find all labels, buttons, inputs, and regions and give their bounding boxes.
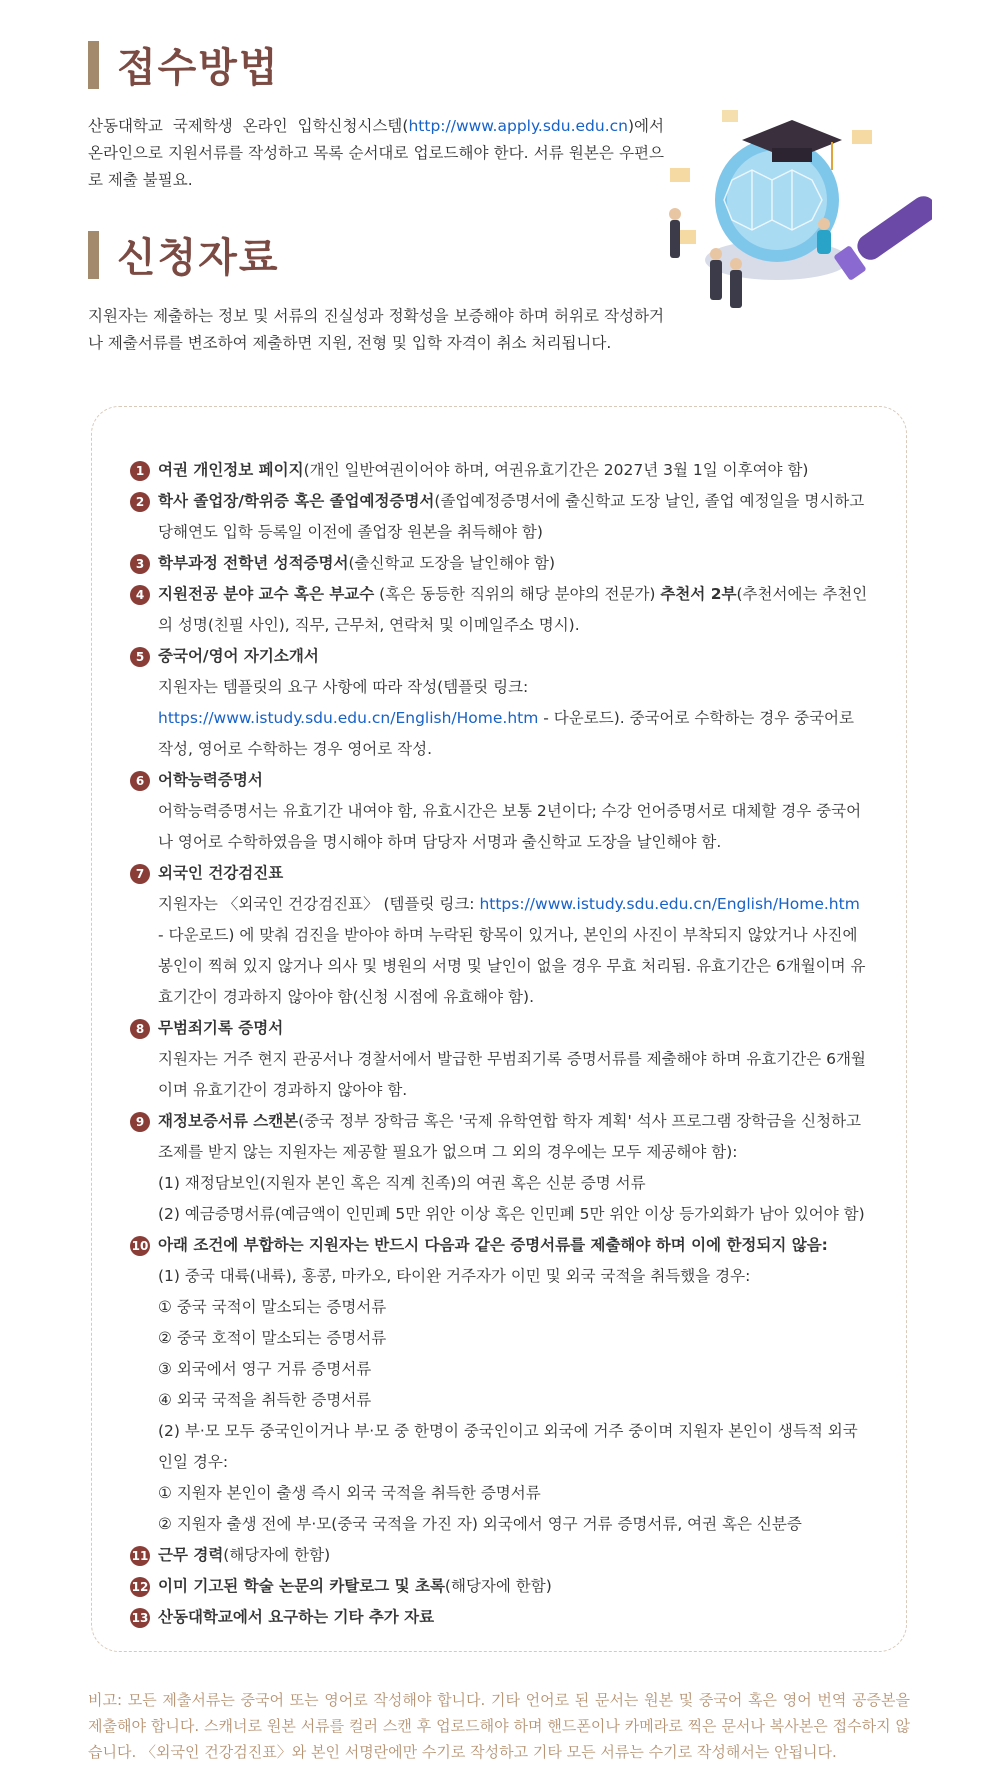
item-number-badge: 2 [130,492,150,512]
item-number-badge: 9 [130,1112,150,1132]
item-sub-line: (2) 부·모 모두 중국인이거나 부·모 중 한명이 중국인이고 외국에 거주 중이며 지원자 본인이 생득적 외국인일 경우: [158,1422,858,1471]
item-text: (추천서에는 추천인의 성명(친필 사인), 직무, 근무처, 연락처 및 이메일주소 명시). [158,585,868,634]
list-item [130,641,868,765]
item-number-badge: 10 [130,1236,150,1256]
item-title: 재정보증서류 스캔본 [158,1112,299,1130]
section-accent-bar [88,231,99,279]
item-text: (출신학교 도장을 날인해야 함) [348,554,556,572]
item-title: 어학능력증명서 [158,771,263,789]
item-number-badge: 13 [130,1608,150,1628]
application-method-text [88,113,664,194]
item-detail: 지원자는 거주 현지 관공서나 경찰서에서 발급한 무범죄기록 증명서류를 제출해야 하며 유효기간은 6개월이며 유효기간이 경과하지 않아야 함. [158,1050,866,1099]
item-detail [158,889,868,1013]
apply-system-link[interactable]: http://www.apply.sdu.edu.cn [408,117,628,135]
item-sub-line: ① 중국 국적이 말소되는 증명서류 [158,1298,387,1316]
section-accent-bar [88,41,99,89]
item-title: 중국어/영어 자기소개서 [158,647,319,665]
item-sub-line: ① 지원자 본인이 출생 즉시 외국 국적을 취득한 증명서류 [158,1484,541,1502]
item-number-badge: 8 [130,1019,150,1039]
item-title: 여권 개인정보 페이지 [158,461,304,479]
item-detail [158,672,868,765]
section-title: 접수방법 [117,45,280,91]
item-title: 학부과정 전학년 성적증명서 [158,554,349,572]
item-number-badge: 4 [130,585,150,605]
materials-list [130,455,868,1633]
item-title: 외국인 건강검진표 [158,864,284,882]
list-item [130,1540,868,1571]
item-number-badge: 1 [130,461,150,481]
item-title: 근무 경력 [158,1546,224,1564]
item-text: (해당자에 한함) [223,1546,331,1564]
item-number-badge: 11 [130,1546,150,1566]
item-sub-line: ② 중국 호적이 말소되는 증명서류 [158,1329,387,1347]
text-after-link: )에서 온라인으로 지원서류를 작성하고 목록 순서대로 업로드해야 한다. 서류 원본은 우편으로 제출 불필요. [88,117,664,189]
item-sub-line: (1) 재정담보인(지원자 본인 혹은 직계 친족)의 여권 혹은 신분 증명 서류 [158,1174,646,1192]
item-text: (해당자에 한함) [444,1577,552,1595]
item-sub-line: ④ 외국 국적을 취득한 증명서류 [158,1391,372,1409]
text-before-link: 산동대학교 국제학생 온라인 입학신청시스템( [88,117,409,135]
item-number-badge: 7 [130,864,150,884]
item-title: 산동대학교에서 요구하는 기타 추가 자료 [158,1608,435,1626]
section-header-application-materials [88,226,280,283]
item-number-badge: 5 [130,647,150,667]
item-title-secondary: 추천서 2부 [660,585,737,603]
detail-after-link: - 다운로드) 에 맞춰 검진을 받아야 하며 누락된 항목이 있거나, 본인의 사진이 부착되지 않았거나 사진에 봉인이 찍혀 있지 않거나 의사 및 병원의 서명 및 날인이 없을 경우 무효 처리됨. 유효기간은 6개월이며 유효기간이 경과하지 않아야 함(신청 시점에 유효해야 함). [158,926,866,1006]
item-text: (졸업예정증명서에 출신학교 도장 날인, 졸업 예정일을 명시하고 당해연도 입학 등록일 이전에 졸업장 원본을 취득해야 함) [158,492,865,541]
item-title: 학사 졸업장/학위증 혹은 졸업예정증명서 [158,492,435,510]
list-item [130,1571,868,1602]
item-sub-line: (1) 중국 대륙(내륙), 홍콩, 마카오, 타이완 거주자가 이민 및 외국 국적을 취득했을 경우: [158,1267,751,1285]
list-item [130,548,868,579]
item-text-mid: (혹은 동등한 직위의 해당 분야의 전문가) [374,585,661,603]
template-link[interactable]: https://www.istudy.sdu.edu.cn/English/Home.htm [158,709,539,727]
application-materials-text: 지원자는 제출하는 정보 및 서류의 진실성과 정확성을 보증해야 하며 허위로 작성하거나 제출서류를 변조하여 제출하면 지원, 전형 및 입학 자격이 취소 처리됩니다. [88,307,664,352]
list-item [130,486,868,548]
section-title: 신청자료 [117,235,280,281]
item-sub-line: (2) 예금증명서류(예금액이 인민폐 5만 위안 이상 혹은 인민폐 5만 위안 이상 등가외화가 남아 있어야 함) [158,1205,865,1223]
template-link[interactable]: https://www.istudy.sdu.edu.cn/English/Home.htm [479,895,860,913]
item-sub-line: ③ 외국에서 영구 거류 증명서류 [158,1360,372,1378]
item-number-badge: 12 [130,1577,150,1597]
item-title: 무범죄기록 증명서 [158,1019,284,1037]
item-detail: 어학능력증명서는 유효기간 내여야 함, 유효시간은 보통 2년이다; 수강 언어증명서로 대체할 경우 중국어나 영어로 수학하였음을 명시해야 하며 담당자 서명과 출신학교 도장을 날인해야 함. [158,802,862,851]
item-title: 아래 조건에 부합하는 지원자는 반드시 다음과 같은 증명서류를 제출해야 하며 이에 한정되지 않음: [158,1236,828,1254]
list-item [130,455,868,486]
detail-after-link: - 다운로드). 중국어로 수학하는 경우 중국어로 작성, 영어로 수학하는 경우 영어로 작성. [158,709,855,758]
list-item [130,1230,868,1540]
item-sub-line: ② 지원자 출생 전에 부·모(중국 국적을 가진 자) 외국에서 영구 거류 증명서류, 여권 혹은 신분증 [158,1515,802,1533]
item-number-badge: 3 [130,554,150,574]
section-header-application-method [88,36,280,93]
detail-before-link: 지원자는 〈외국인 건강검진표〉 (템플릿 링크: [158,895,480,913]
list-item [130,765,868,858]
item-number-badge: 6 [130,771,150,791]
item-text: (중국 정부 장학금 혹은 '국제 유학연합 학자 계획' 석사 프로그램 장학금을 신청하고 조제를 받지 않는 지원자는 제공할 필요가 없으며 그 외의 경우에는 모두 제공해야 함): [158,1112,862,1161]
graduation-globe-illustration [662,80,932,350]
item-text: (개인 일반여권이어야 하며, 여권유효기간은 2027년 3월 1일 이후여야 함) [303,461,809,479]
detail-before-link: 지원자는 템플릿의 요구 사항에 따라 작성(템플릿 링크: [158,678,529,696]
item-title: 지원전공 분야 교수 혹은 부교수 [158,585,375,603]
footnote: 비고: 모든 제출서류는 중국어 또는 영어로 작성해야 합니다. 기타 언어로 된 문서는 원본 및 중국어 혹은 영어 번역 공증본을 제출해야 합니다. 스캐너로 원본 서류를 컬러 스캔 후 업로드해야 하며 핸드폰이나 카메라로 찍은 문서나 복사본은 접수하지 않습니다. 〈외국인 건강검진표〉와 본인 서명란에만 수기로 작성하고 기타 모든 서류는 수기로 작성해서는 안됩니다. [88,1691,910,1761]
list-item [130,858,868,1013]
list-item [130,1602,868,1633]
list-item [130,1013,868,1106]
item-title: 이미 기고된 학술 논문의 카탈로그 및 초록 [158,1577,445,1595]
list-item [130,1106,868,1230]
list-item [130,579,868,641]
